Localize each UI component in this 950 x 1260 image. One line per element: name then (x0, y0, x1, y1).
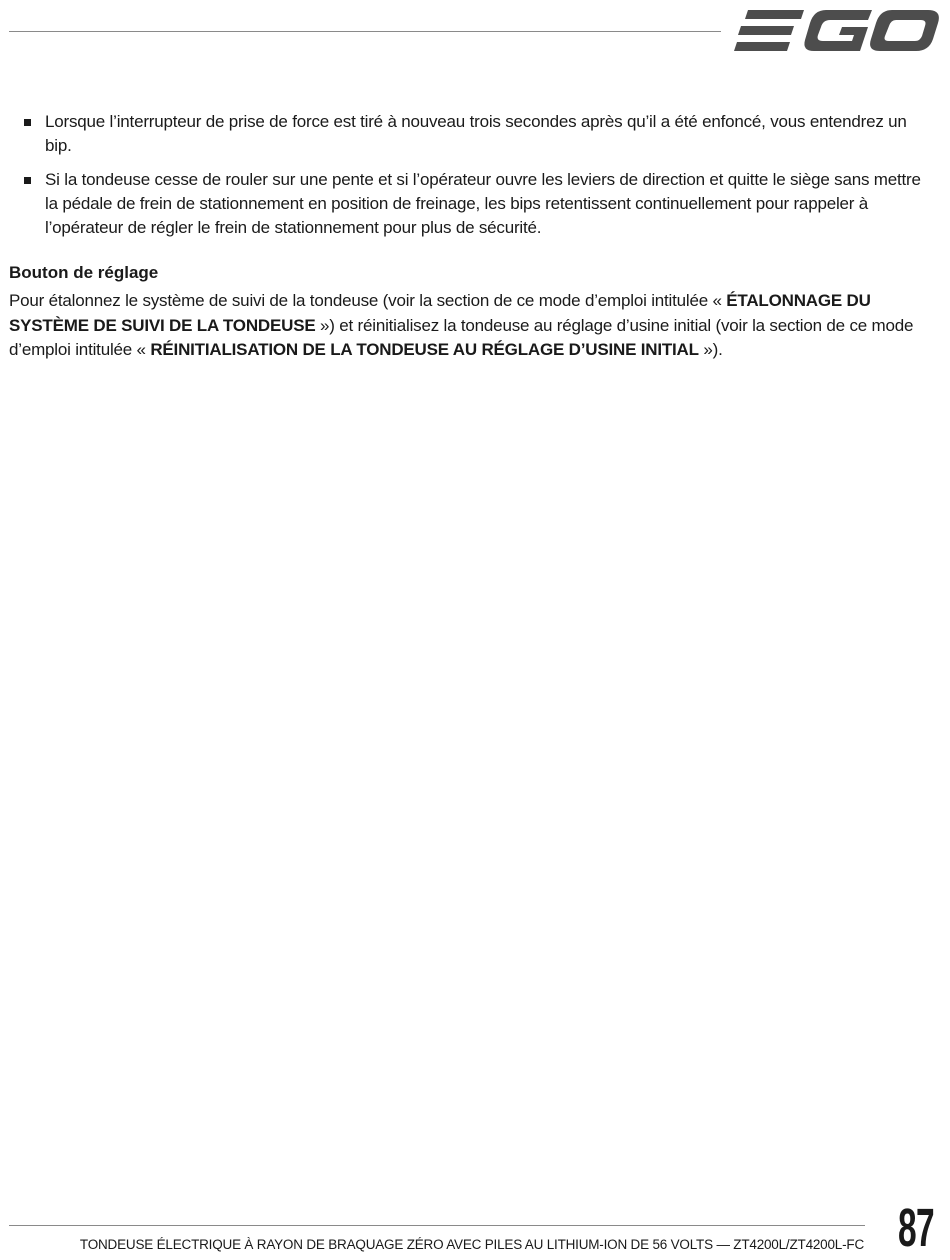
list-item (24, 168, 928, 240)
bullet-square-icon (24, 119, 31, 126)
bullet-text: Lorsque l’interrupteur de prise de force est tiré à nouveau trois secondes après qu’il a été enfoncé, vous entendrez un bip. (45, 112, 907, 155)
body-text: Pour étalonnez le système de suivi de la tondeuse (voir la section de ce mode d’emploi intitulée « (9, 291, 727, 310)
body-bold-reference: ÉTALONNAGE DU SYSTÈME DE SUIVI DE LA TONDEUSE (9, 291, 871, 335)
bullet-square-icon (24, 177, 31, 184)
ego-logo (734, 8, 940, 54)
footer-title: TONDEUSE ÉLECTRIQUE À RAYON DE BRAQUAGE ZÉRO AVEC PILES AU LITHIUM-ION DE 56 VOLTS — ZT4200L/ZT4200L-FC (79, 1237, 864, 1252)
footer-rule (9, 1225, 865, 1226)
list-item (24, 110, 928, 158)
bullet-text: Si la tondeuse cesse de rouler sur une pente et si l’opérateur ouvre les leviers de direction et quitte le siège sans mettre la pédale de frein de stationnement en position de freinage, les bips retentissent continuellement pour rappeler à l’opérateur de régler le frein de stationnement pour plus de sécurité. (45, 170, 921, 237)
body-text: »). (698, 340, 723, 359)
body-text: ») et réinitialisez la tondeuse au réglage d’usine initial (voir la section de ce mode d’emploi intitulée « (9, 315, 914, 359)
header-rule (9, 31, 721, 32)
body-bold-reference: RÉINITIALISATION DE LA TONDEUSE AU RÉGLAGE D’USINE INITIAL (150, 340, 699, 359)
section-body (9, 289, 937, 363)
bullet-list (24, 110, 928, 250)
page-number: 87 (898, 1198, 935, 1258)
section-heading: Bouton de réglage (9, 263, 159, 282)
